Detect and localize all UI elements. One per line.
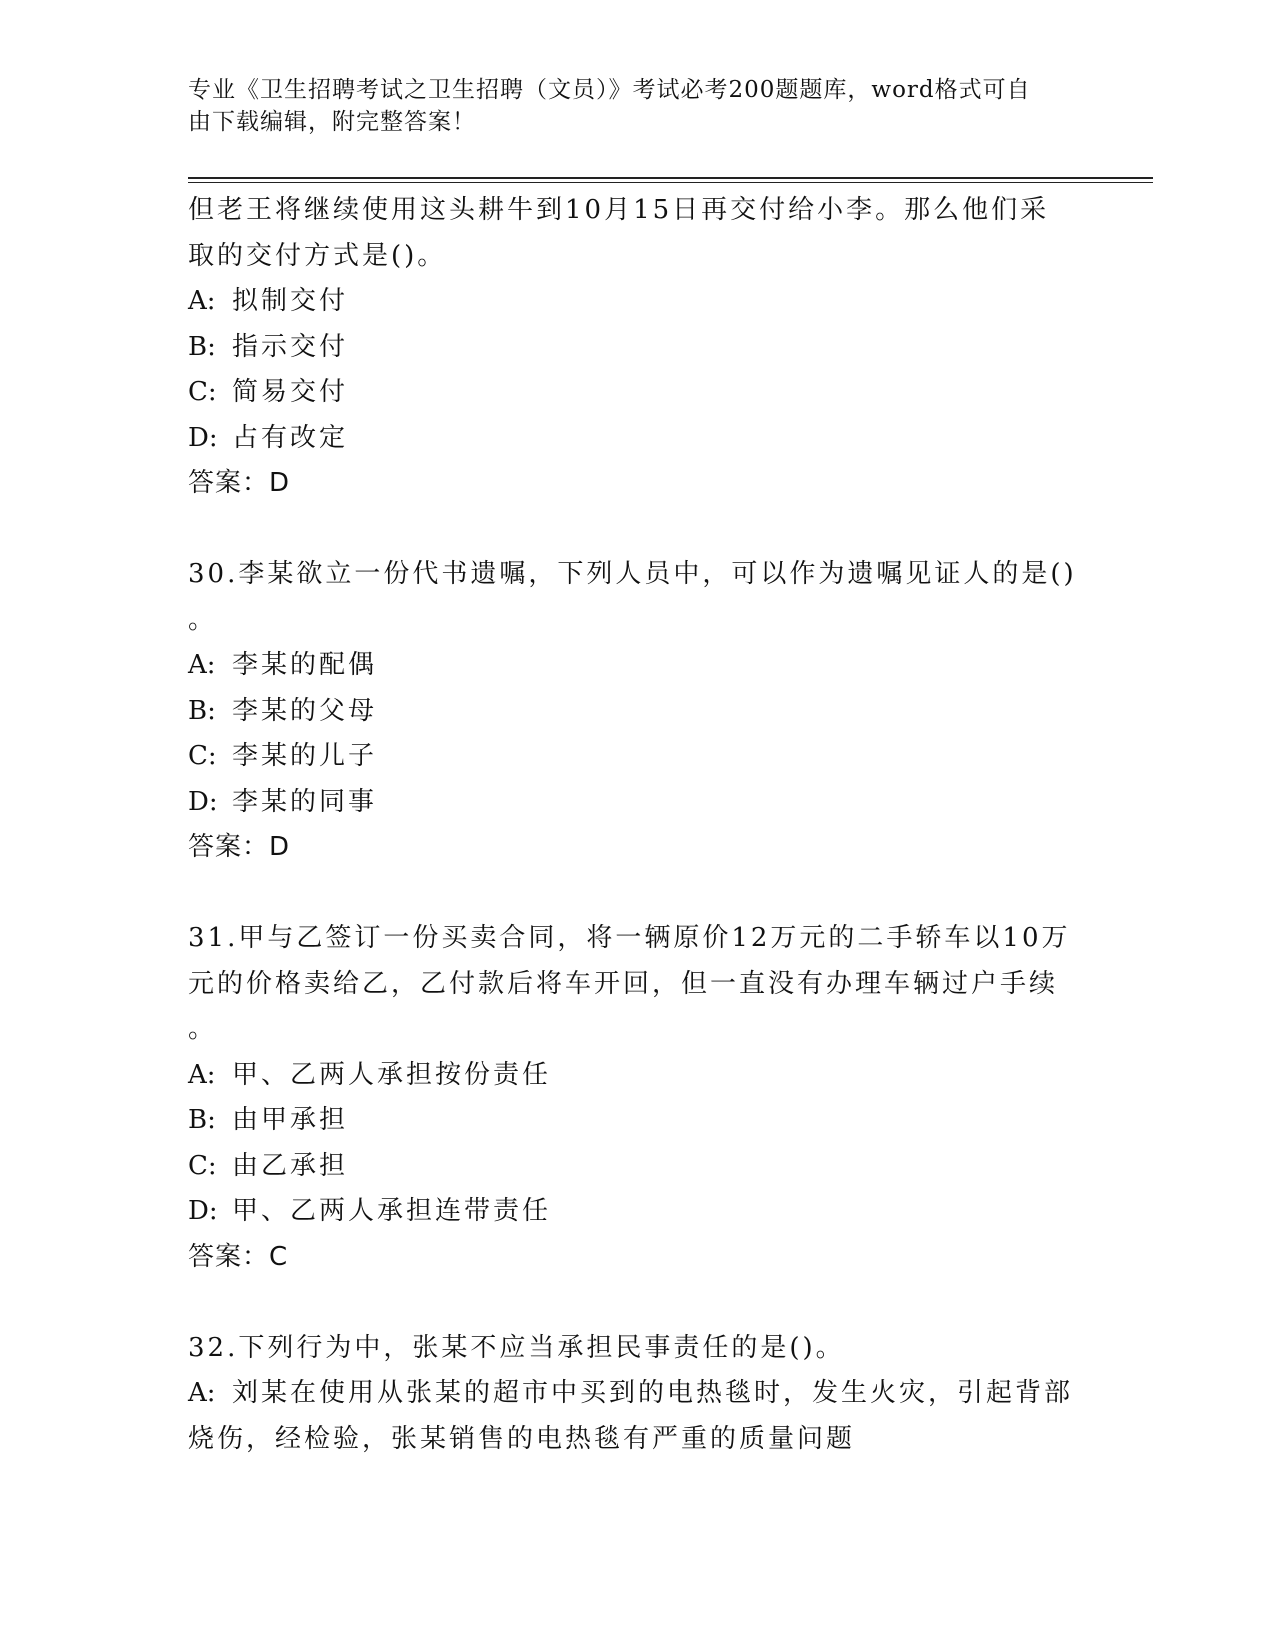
question-32 <box>188 1326 1074 1463</box>
option-letter: A: <box>188 650 216 680</box>
option-text: 甲、乙两人承担按份责任 <box>232 1059 552 1090</box>
answer-label: 答案：D <box>188 468 291 498</box>
option-letter: B: <box>188 695 216 726</box>
question-text-line: 但老王将继续使用这头耕牛到10月15日再交付给小李。那么他们采 <box>188 195 1050 225</box>
question-text-line: 取的交付方式是()。 <box>188 240 447 271</box>
option-c <box>188 370 1068 416</box>
answer-label: 答案：C <box>188 1241 289 1272</box>
option-letter: C: <box>188 1150 217 1181</box>
spacer <box>188 871 1068 917</box>
option-text: 李某的同事 <box>232 786 378 817</box>
option-d <box>188 780 1068 826</box>
option-text-continuation: 烧伤，经检验，张某销售的电热毯有严重的质量问题 <box>188 1423 856 1454</box>
header-rule-thick <box>188 177 1153 179</box>
spacer <box>188 507 1068 553</box>
option-text: 李某的父母 <box>232 695 378 726</box>
option-a <box>188 1371 1074 1417</box>
option-c <box>188 734 1068 780</box>
option-letter: A: <box>188 1378 216 1408</box>
option-d <box>188 416 1068 462</box>
option-text: 刘某在使用从张某的超市中买到的电热毯时，发生火灾，引起背部 <box>232 1378 1074 1408</box>
option-letter: B: <box>188 1105 216 1135</box>
option-d <box>188 1189 1068 1235</box>
option-letter: C: <box>188 741 217 771</box>
option-text: 甲、乙两人承担连带责任 <box>232 1196 552 1226</box>
option-a <box>188 643 1068 689</box>
option-letter: A: <box>188 286 216 316</box>
question-29 <box>188 188 1068 507</box>
option-b <box>188 325 1068 371</box>
question-text-line: 30.李某欲立一份代书遗嘱，下列人员中，可以作为遗嘱见证人的是() <box>188 559 1077 589</box>
question-list <box>188 188 1077 1462</box>
option-letter: D: <box>188 786 218 817</box>
header-line-2: 由下载编辑，附完整答案！ <box>188 109 476 135</box>
option-letter: C: <box>188 377 217 407</box>
document-header <box>188 74 1068 138</box>
option-text: 由甲承担 <box>232 1105 349 1135</box>
question-30 <box>188 552 1077 871</box>
option-letter: A: <box>188 1059 216 1090</box>
answer-label: 答案：D <box>188 832 291 862</box>
option-letter: D: <box>188 1196 218 1226</box>
question-31 <box>188 916 1071 1280</box>
option-text: 李某的配偶 <box>232 650 378 680</box>
option-letter: B: <box>188 331 216 362</box>
option-text: 由乙承担 <box>232 1150 349 1181</box>
option-b <box>188 689 1068 735</box>
option-b <box>188 1098 1068 1144</box>
question-text-line: 。 <box>188 1014 218 1044</box>
option-text: 占有改定 <box>232 422 349 453</box>
spacer <box>188 1280 1068 1326</box>
question-text-line: 。 <box>188 604 218 635</box>
header-rule-thin <box>188 182 1153 183</box>
question-text-line: 32.下列行为中，张某不应当承担民事责任的是()。 <box>188 1332 845 1363</box>
option-text: 李某的儿子 <box>232 741 378 771</box>
question-text-line: 31.甲与乙签订一份买卖合同，将一辆原价12万元的二手轿车以10万 <box>188 923 1071 953</box>
option-c <box>188 1144 1068 1190</box>
option-a <box>188 279 1068 325</box>
option-text: 指示交付 <box>232 331 349 362</box>
option-a <box>188 1053 1068 1099</box>
option-text: 拟制交付 <box>232 286 349 316</box>
header-line-1: 专业《卫生招聘考试之卫生招聘（文员）》考试必考200题题库，word格式可自 <box>188 77 1031 103</box>
question-text-line: 元的价格卖给乙，乙付款后将车开回，但一直没有办理车辆过户手续 <box>188 968 1059 999</box>
option-text: 简易交付 <box>232 377 349 407</box>
option-letter: D: <box>188 422 218 453</box>
